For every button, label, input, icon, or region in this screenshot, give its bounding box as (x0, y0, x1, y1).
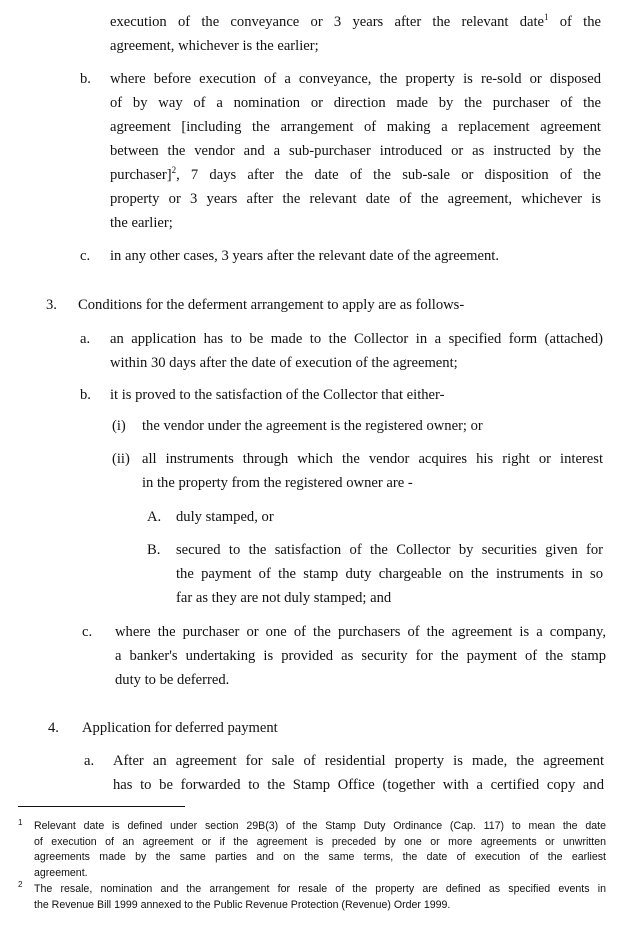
item-4a-line: has to be forwarded to the Stamp Office (together with a certified copy and (113, 777, 604, 793)
section-4-number: 4. (48, 720, 59, 736)
item-B-line: the payment of the stamp duty chargeable on the instruments in so (176, 566, 603, 582)
item-3b-ii-line: in the property from the registered owner are - (142, 475, 413, 491)
item-3c-marker: c. (82, 624, 93, 640)
item-3a-line: an application has to be made to the Collector in a specified form (attached) (110, 331, 603, 347)
item-2b-line: between the vendor and a sub-purchaser introduced or as instructed by the (110, 143, 601, 159)
continuation-line-2: agreement, whichever is the earlier; (110, 38, 319, 54)
item-2b-line-footnoted: purchaser]$^2$ , 7 days after the date of the sub-sale or disposition of the (110, 165, 601, 183)
footnote-2-mark: 2 (18, 880, 23, 889)
item-2c-marker: c. (80, 248, 91, 264)
footnote-1-mark: 1 (18, 818, 23, 827)
continuation-line-1: execution of the conveyance or 3 years after the relevant date$^1$ of the (110, 12, 601, 30)
item-3c-line: a banker's undertaking is provided as security for the payment of the stamp (115, 648, 606, 664)
item-3a-line: within 30 days after the date of execution of the agreement; (110, 355, 458, 371)
item-A-marker: A. (147, 509, 162, 525)
footnote-1: Relevant date is defined under section 29B(3) of the Stamp Duty Ordinance (Cap. 117) to mean the date of execution of an agreement or if the agreement is preceded by one or more agreements or unwritten agreements made by the same parties and on the same terms, the date of execution of the earliest agreement. (34, 820, 606, 879)
section-3-heading: Conditions for the deferment arrangement to apply are as follows- (78, 297, 465, 313)
item-B-line: secured to the satisfaction of the Collector by securities given for (176, 542, 603, 558)
item-4a-marker: a. (84, 753, 95, 769)
item-3a-marker: a. (80, 331, 91, 347)
item-4a-line: After an agreement for sale of residential property is made, the agreement (113, 753, 604, 769)
footnote-rule (18, 806, 185, 807)
item-3b-i-marker: (i) (112, 418, 126, 434)
item-2b-line: the earlier; (110, 215, 173, 231)
item-3b-marker: b. (80, 387, 91, 403)
item-B-marker: B. (147, 542, 161, 558)
item-3b-ii-line: all instruments through which the vendor acquires his right or interest (142, 451, 603, 467)
item-2b-marker: b. (80, 71, 91, 87)
item-A-text: duly stamped, or (176, 509, 274, 525)
item-3c-line: duty to be deferred. (115, 672, 230, 688)
item-B-line: far as they are not duly stamped; and (176, 590, 392, 606)
item-2b-line: of by way of a nomination or direction made by the purchaser of the (110, 95, 601, 111)
footnote-2: The resale, nomination and the arrangement for resale of the property are defined as specified events in the Revenue Bill 1999 annexed to the Public Revenue Protection (Revenue) Order 1999. (34, 883, 606, 911)
item-3b-ii-marker: (ii) (112, 451, 130, 467)
item-3c-line: where the purchaser or one of the purchasers of the agreement is a company, (115, 624, 606, 640)
item-2b-line: property or 3 years after the relevant date of the agreement, whichever is (110, 191, 601, 207)
section-3-number: 3. (46, 297, 57, 313)
item-2c-text: in any other cases, 3 years after the relevant date of the agreement. (110, 248, 499, 264)
item-2b-line: agreement [including the arrangement of making a replacement agreement (110, 119, 601, 135)
item-2b-line: where before execution of a conveyance, the property is re-sold or disposed (110, 71, 601, 87)
item-3b-text: it is proved to the satisfaction of the Collector that either- (110, 387, 445, 403)
section-4-heading: Application for deferred payment (82, 720, 278, 736)
item-3b-i-text: the vendor under the agreement is the registered owner; or (142, 418, 483, 434)
